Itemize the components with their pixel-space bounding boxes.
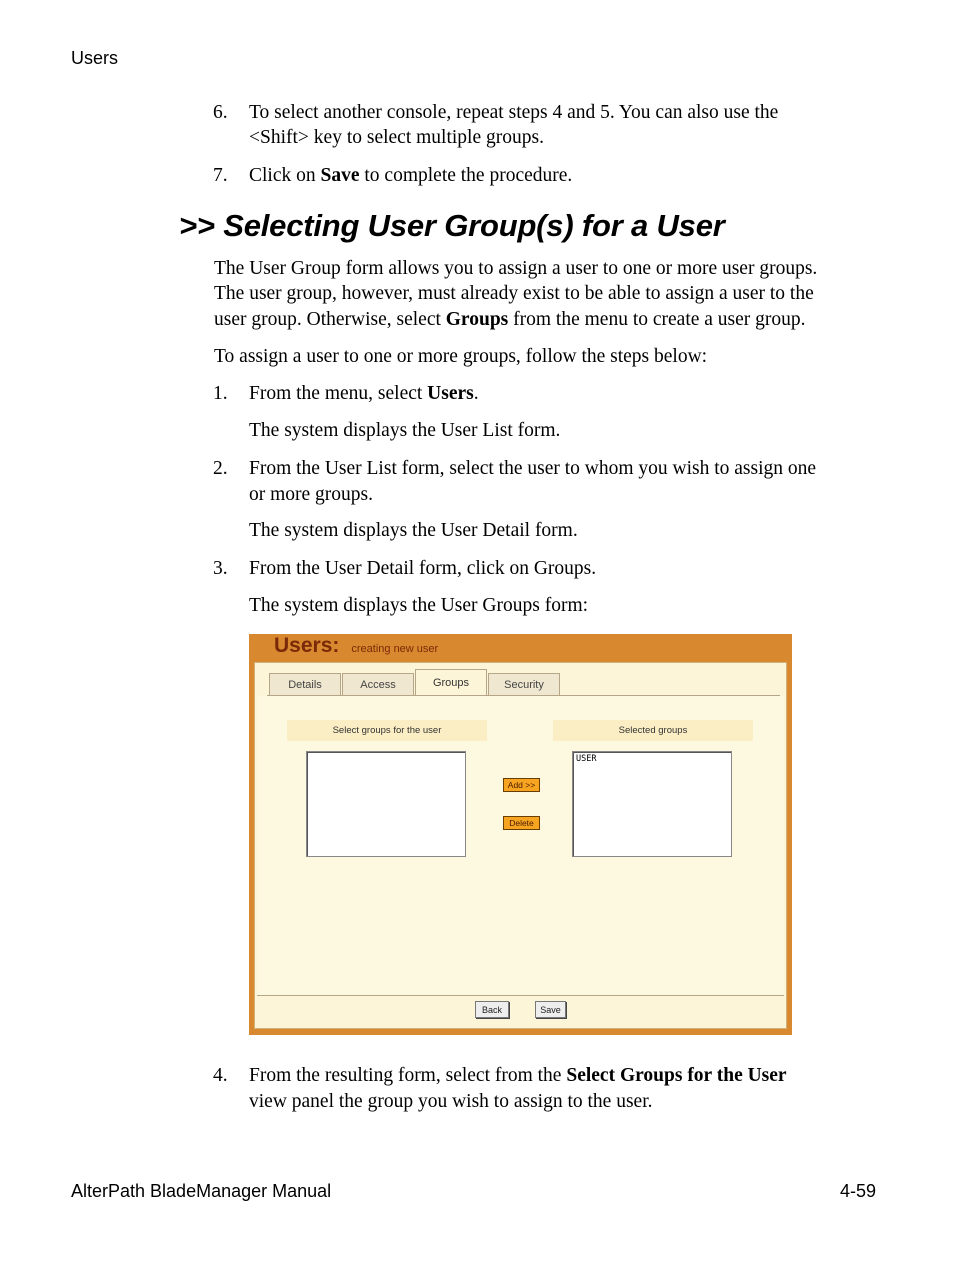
step-note: The system displays the User Detail form. — [249, 520, 578, 541]
step-text: Click on Save to complete the procedure. — [249, 165, 573, 186]
tab-details[interactable]: Details — [269, 673, 341, 695]
running-header: Users — [71, 48, 119, 68]
intro-line: user group. Otherwise, select Groups from the menu to create a user group. — [214, 309, 806, 330]
step-text: From the resulting form, select from the Select Groups for the User — [249, 1065, 787, 1086]
footer-page-number: 4-59 — [840, 1181, 877, 1201]
step-number: 4. — [213, 1065, 228, 1086]
step-number: 1. — [213, 383, 228, 404]
user-groups-form-screenshot — [249, 634, 792, 1035]
selected-groups-list[interactable] — [572, 751, 732, 857]
footer-manual-title: AlterPath BladeManager Manual — [71, 1181, 332, 1201]
form-subtitle: creating new user — [351, 643, 439, 655]
step-note: The system displays the User Groups form: — [249, 595, 589, 616]
intro-line: The User Group form allows you to assign a user to one or more user groups. — [214, 258, 818, 279]
intro-line: The user group, however, must already exist to be able to assign a user to the — [214, 283, 814, 304]
step-text: <Shift> key to select multiple groups. — [249, 127, 544, 148]
delete-group-button[interactable]: Delete — [503, 816, 540, 830]
section-heading: >> Selecting User Group(s) for a User — [179, 208, 725, 243]
step-text: From the User List form, select the user to whom you wish to assign one — [249, 458, 817, 479]
tab-groups[interactable]: Groups — [415, 669, 487, 696]
step-note: The system displays the User List form. — [249, 420, 561, 441]
form-title — [274, 634, 438, 658]
tab-security[interactable]: Security — [488, 673, 560, 695]
groups-content — [257, 696, 784, 995]
form-button-bar — [257, 995, 784, 1026]
tab-access[interactable]: Access — [342, 673, 414, 695]
list-item[interactable]: USER — [576, 754, 597, 764]
step-text: From the menu, select Users. — [249, 383, 479, 404]
form-title-text: Users: — [274, 634, 340, 657]
add-group-button[interactable]: Add >> — [503, 778, 540, 792]
step-text: view panel the group you wish to assign to the user. — [249, 1091, 653, 1112]
step-text: or more groups. — [249, 484, 374, 505]
form-panel — [254, 662, 787, 1029]
step-number: 6. — [213, 102, 228, 123]
selected-groups-header: Selected groups — [553, 720, 753, 741]
step-text: From the User Detail form, click on Groups. — [249, 558, 597, 579]
step-text: To select another console, repeat steps 4 and 5. You can also use the — [249, 102, 779, 123]
back-button[interactable]: Back — [475, 1001, 509, 1018]
available-groups-header: Select groups for the user — [287, 720, 487, 741]
step-number: 3. — [213, 558, 228, 579]
step-number: 7. — [213, 165, 228, 186]
save-button[interactable]: Save — [535, 1001, 566, 1018]
lead-text: To assign a user to one or more groups, follow the steps below: — [214, 346, 708, 367]
available-groups-list[interactable] — [306, 751, 466, 857]
step-number: 2. — [213, 458, 228, 479]
